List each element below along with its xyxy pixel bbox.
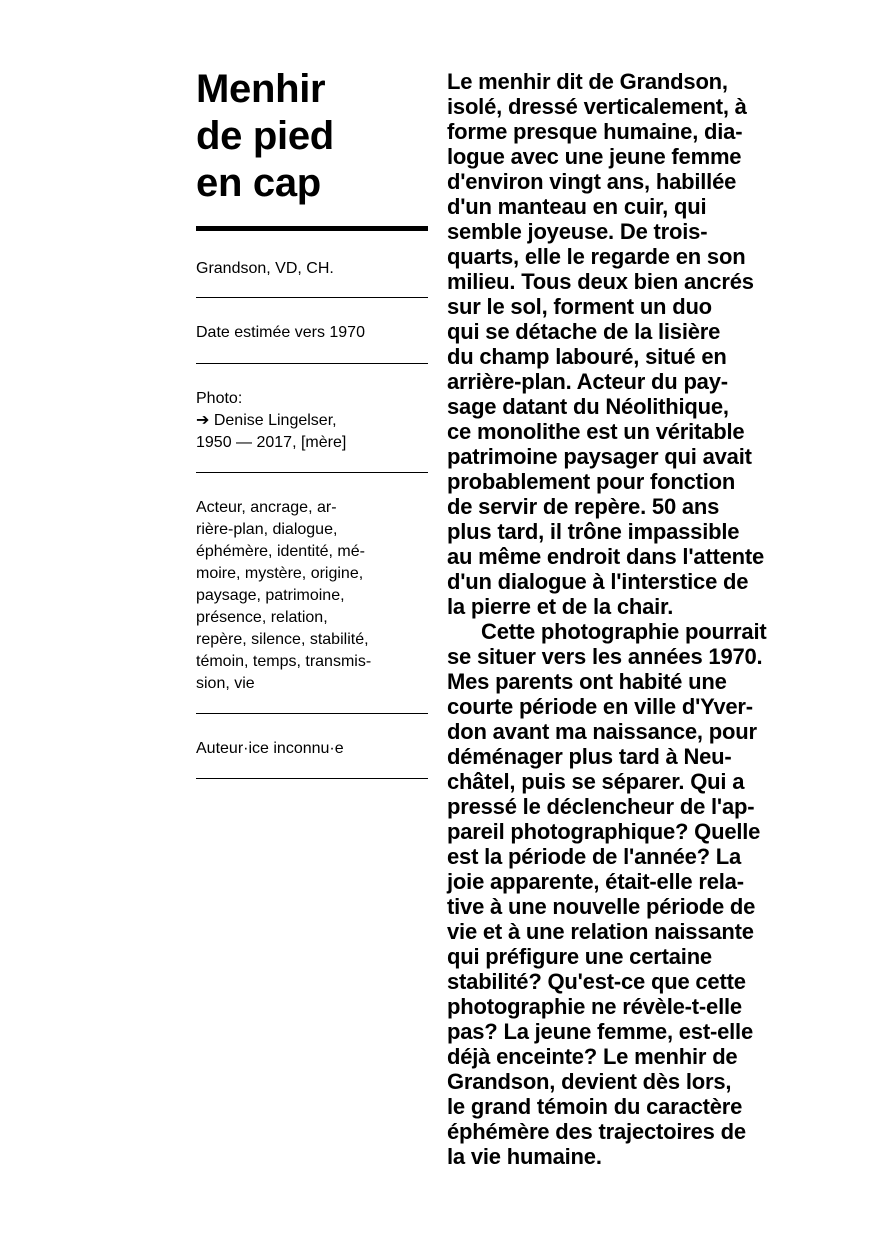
body-line: don avant ma naissance, pour [447, 719, 757, 744]
title-line: de pied [196, 114, 334, 158]
body-line: pressé le déclencheur de l'ap- [447, 794, 755, 819]
keywords-line: moire, mystère, origine, [196, 565, 364, 582]
body-text [447, 69, 817, 1169]
keywords [196, 497, 436, 695]
body-line: logue avec une jeune femme [447, 144, 742, 169]
body-line: est la période de l'année? La [447, 844, 742, 869]
body-line: déménager plus tard à Neu- [447, 744, 732, 769]
divider [196, 363, 428, 364]
title-line: en cap [196, 161, 321, 205]
page-title [196, 66, 436, 207]
body-line: d'environ vingt ans, habillée [447, 169, 737, 194]
author-text: Auteur·ice inconnu·e [196, 740, 344, 757]
body-line: d'un dialogue à l'interstice de [447, 569, 749, 594]
body-line: la vie humaine. [447, 1144, 602, 1169]
keywords-line: sion, vie [196, 675, 255, 692]
body-line: qui se détache de la lisière [447, 319, 721, 344]
body-line: se situer vers les années 1970. [447, 644, 763, 669]
location-text: Grandson, VD, CH. [196, 260, 334, 277]
body-line: sur le sol, forment un duo [447, 294, 712, 319]
body-line: châtel, puis se séparer. Qui a [447, 769, 745, 794]
body-line: la pierre et de la chair. [447, 594, 674, 619]
keywords-line: présence, relation, [196, 609, 328, 626]
body-line: Cette photographie pourrait [481, 619, 767, 644]
body-line: arrière-plan. Acteur du pay- [447, 369, 728, 394]
body-line: du champ labouré, situé en [447, 344, 727, 369]
body-line: d'un manteau en cuir, qui [447, 194, 707, 219]
body-line: le grand témoin du caractère [447, 1094, 743, 1119]
body-line: éphémère des trajectoires de [447, 1119, 746, 1144]
body-line: joie apparente, était-elle rela- [447, 869, 744, 894]
body-line: courte période en ville d'Yver- [447, 694, 753, 719]
body-line: sage datant du Néolithique, [447, 394, 729, 419]
body-line: ce monolithe est un véritable [447, 419, 745, 444]
body-line: quarts, elle le regarde en son [447, 244, 746, 269]
body-line: stabilité? Qu'est-ce que cette [447, 969, 746, 994]
body-line: milieu. Tous deux bien ancrés [447, 269, 754, 294]
divider [196, 713, 428, 714]
body-line: plus tard, il trône impassible [447, 519, 740, 544]
photo-credit-dates: 1950 — 2017, [mère] [196, 434, 347, 451]
body-line: déjà enceinte? Le menhir de [447, 1044, 738, 1069]
date-text: Date estimée vers 1970 [196, 324, 365, 341]
photo-credit [196, 388, 436, 454]
body-line: de servir de repère. 50 ans [447, 494, 720, 519]
body-line: Le menhir dit de Grandson, [447, 69, 728, 94]
body-line: au même endroit dans l'attente [447, 544, 765, 569]
body-line: photographie ne révèle-t-elle [447, 994, 742, 1019]
body-line: probablement pour fonction [447, 469, 736, 494]
divider [196, 297, 428, 298]
body-line: Grandson, devient dès lors, [447, 1069, 732, 1094]
body-line: semble joyeuse. De trois- [447, 219, 708, 244]
keywords-line: repère, silence, stabilité, [196, 631, 369, 648]
body-line: qui préfigure une certaine [447, 944, 712, 969]
photo-credit-name: ➔ Denise Lingelser, [196, 412, 337, 429]
keywords-line: éphémère, identité, mé- [196, 543, 365, 560]
body-line: vie et à une relation naissante [447, 919, 754, 944]
body-line: patrimoine paysager qui avait [447, 444, 752, 469]
divider [196, 778, 428, 779]
keywords-line: témoin, temps, transmis- [196, 653, 372, 670]
title-divider [196, 226, 428, 231]
body-line: forme presque humaine, dia- [447, 119, 743, 144]
photo-label: Photo: [196, 390, 243, 407]
keywords-line: Acteur, ancrage, ar- [196, 499, 337, 516]
keywords-line: rière-plan, dialogue, [196, 521, 338, 538]
title-line: Menhir [196, 67, 326, 111]
body-line: pas? La jeune femme, est-elle [447, 1019, 753, 1044]
divider [196, 472, 428, 473]
body-line: isolé, dressé verticalement, à [447, 94, 747, 119]
body-line: pareil photographique? Quelle [447, 819, 761, 844]
keywords-line: paysage, patrimoine, [196, 587, 345, 604]
body-line: Mes parents ont habité une [447, 669, 727, 694]
body-line: tive à une nouvelle période de [447, 894, 756, 919]
